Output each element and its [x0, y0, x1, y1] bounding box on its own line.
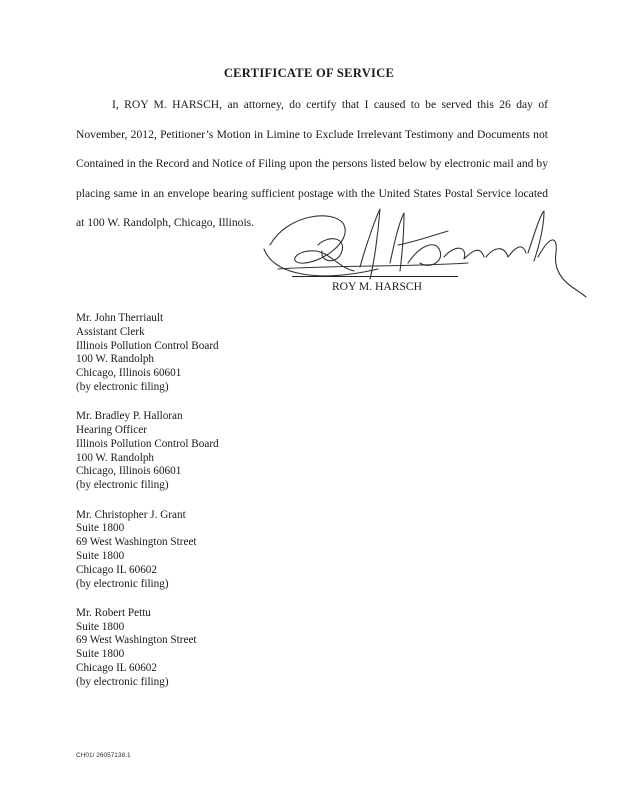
recipient-line: Illinois Pollution Control Board [76, 437, 219, 450]
recipient-line: (by electronic filing) [76, 479, 169, 492]
recipient-line: (by electronic filing) [76, 380, 169, 393]
recipient-line: (by electronic filing) [76, 675, 169, 688]
service-list [76, 312, 376, 705]
recipient-line: 69 West Washington Street [76, 634, 197, 647]
recipient-line: Mr. Bradley P. Halloran [76, 410, 183, 423]
document-title: CERTIFICATE OF SERVICE [223, 66, 395, 80]
recipient-line: (by electronic filing) [76, 577, 169, 590]
recipient-line: Chicago IL 60602 [76, 563, 157, 576]
recipient-line: Illinois Pollution Control Board [76, 339, 219, 352]
recipient-line: Chicago IL 60602 [76, 662, 157, 675]
recipient-line: 100 W. Randolph [76, 353, 155, 366]
recipient-line: Suite 1800 [76, 648, 125, 661]
signatory-name: ROY M. HARSCH [331, 280, 423, 293]
recipient-line: Mr. Christopher J. Grant [76, 508, 186, 521]
recipient-block [76, 607, 376, 690]
recipient-line: Hearing Officer [76, 424, 147, 437]
recipient-line: Chicago, Illinois 60601 [76, 367, 182, 380]
recipient-line: Mr. Robert Pettu [76, 606, 151, 619]
recipient-line: Assistant Clerk [76, 325, 145, 338]
signature-line [292, 276, 458, 277]
recipient-line: Suite 1800 [76, 620, 125, 633]
document-footer-id: CH01/ 26057138.1 [76, 752, 131, 759]
recipient-line: 100 W. Randolph [76, 451, 155, 464]
recipient-block [76, 509, 376, 592]
recipient-line: 69 West Washington Street [76, 536, 197, 549]
recipient-block [76, 410, 376, 493]
recipient-line: Suite 1800 [76, 549, 125, 562]
recipient-block [76, 312, 376, 395]
certification-paragraph: I, ROY M. HARSCH, an attorney, do certify that I caused to be served this 26 day of November, 2012, Petitioner’s Motion in Limine to Exclude Irrelevant Testimony and Documents not Contained in the Record and Notice of Filing upon the persons listed below by electronic mail and by placing same in an envelope bearing sufficient postage with the United States Postal Service located at 100 W. Randolph, Chicago, Illinois. [76, 98, 548, 229]
recipient-line: Suite 1800 [76, 522, 125, 535]
recipient-line: Chicago, Illinois 60601 [76, 465, 182, 478]
recipient-line: Mr. John Therriault [76, 312, 164, 324]
